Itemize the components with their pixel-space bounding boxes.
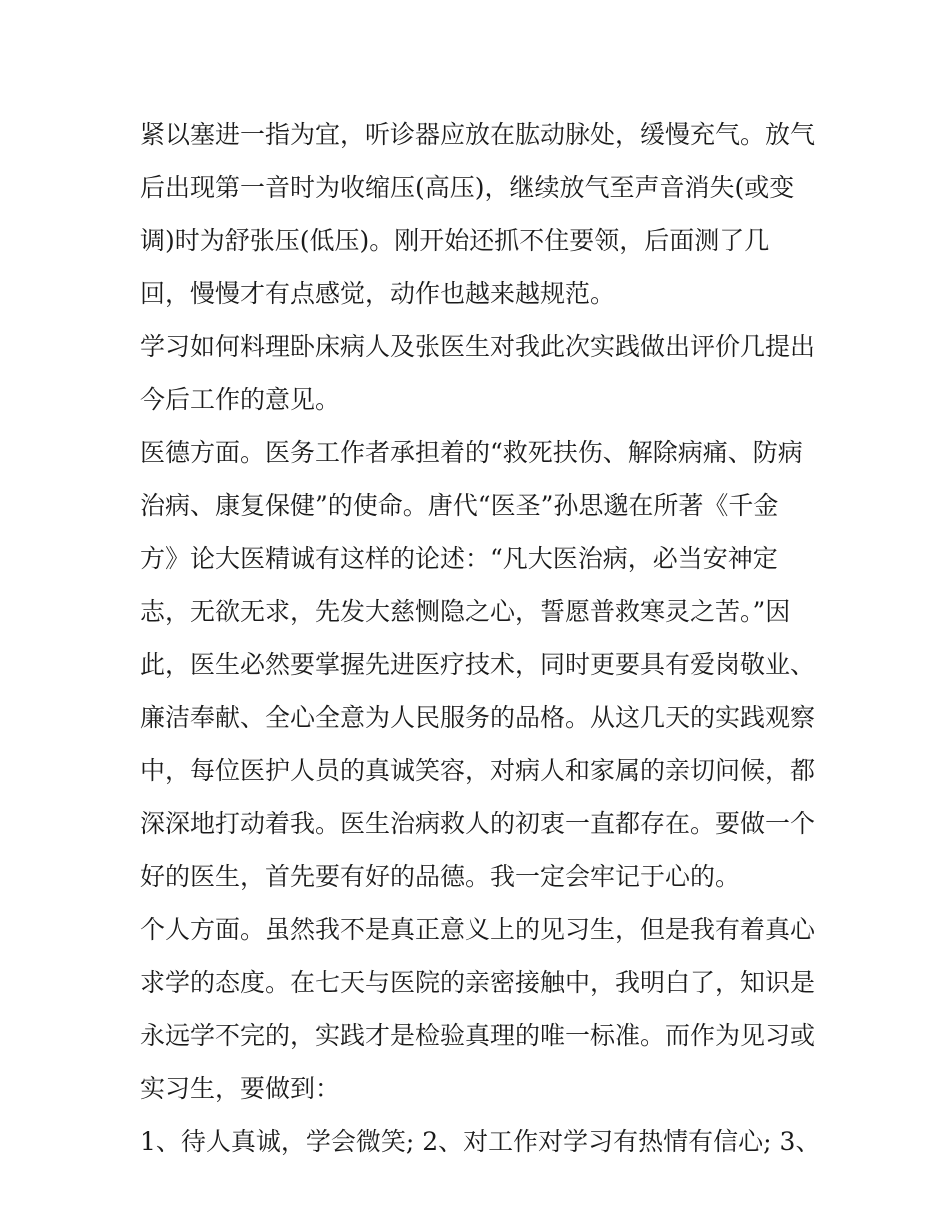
text-line: 中，每位医护人员的真诚笑容，对病人和家属的亲切问候，都 <box>140 756 816 785</box>
text-line: 好的医生，首先要有好的品德。我一定会牢记于心的。 <box>140 862 741 891</box>
text-line: 此，医生必然要掌握先进医疗技术，同时更要具有爱岗敬业、 <box>140 650 816 679</box>
text-line: 医德方面。医务工作者承担着的“救死扶伤、解除病痛、防病 <box>140 438 803 467</box>
text-line: 廉洁奉献、全心全意为人民服务的品格。从这几天的实践观察 <box>140 703 816 732</box>
text-line: 后出现第一音时为收缩压(高压)，继续放气至声音消失(或变 <box>140 173 795 202</box>
text-line: 1、待人真诚，学会微笑; 2、对工作对学习有热情有信心; 3、 <box>140 1127 821 1156</box>
text-line: 个人方面。虽然我不是真正意义上的见习生，但是我有着真心 <box>140 915 816 944</box>
text-line: 深深地打动着我。医生治病救人的初衷一直都存在。要做一个 <box>140 809 816 838</box>
text-line: 紧以塞进一指为宜，听诊器应放在肱动脉处，缓慢充气。放气 <box>140 120 816 149</box>
text-line: 调)时为舒张压(低压)。刚开始还抓不住要领，后面测了几 <box>140 226 770 255</box>
text-line: 实习生，要做到： <box>140 1074 341 1103</box>
text-line: 永远学不完的，实践才是检验真理的唯一标准。而作为见习或 <box>140 1021 816 1050</box>
text-line: 回，慢慢才有点感觉，动作也越来越规范。 <box>140 279 616 308</box>
text-line: 方》论大医精诚有这样的论述：“凡大医治病，必当安神定 <box>140 544 778 573</box>
text-line: 学习如何料理卧床病人及张医生对我此次实践做出评价几提出 <box>140 332 816 361</box>
text-line: 求学的态度。在七天与医院的亲密接触中，我明白了，知识是 <box>140 968 816 997</box>
text-line: 志，无欲无求，先发大慈恻隐之心，誓愿普救寒灵之苦。”因 <box>140 597 791 626</box>
text-line: 今后工作的意见。 <box>140 385 341 414</box>
text-line: 治病、康复保健”的使命。唐代“医圣”孙思邈在所著《千金 <box>140 491 779 520</box>
body-text <box>140 108 830 1168</box>
